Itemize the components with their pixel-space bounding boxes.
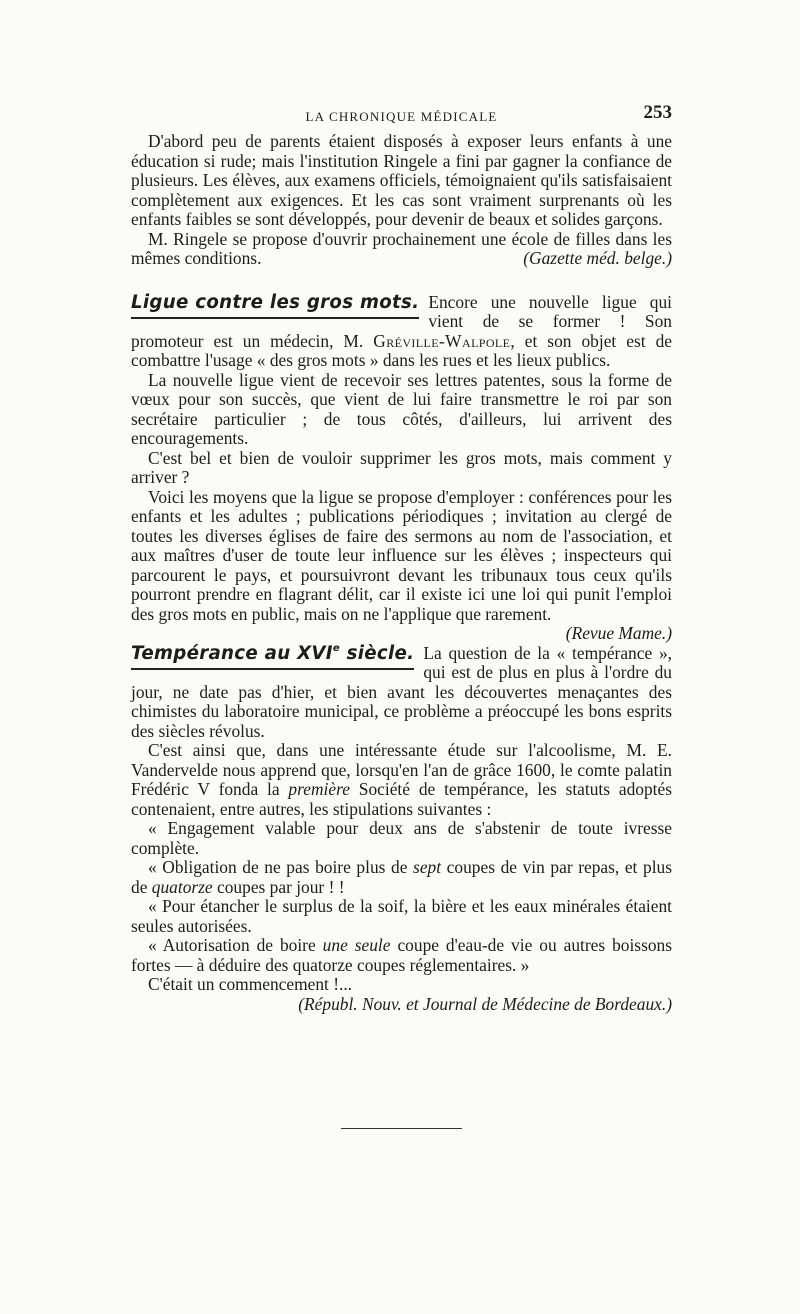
paragraph: C'est bel et bien de vouloir supprimer les gros mots, mais comment y arriver ? <box>131 447 672 487</box>
paragraph <box>131 132 672 230</box>
quote: « Engagement valable pour deux ans de s'abstenir de toute ivresse complète. <box>131 818 672 858</box>
paragraph: La nouvelle ligue vient de recevoir ses lettres patentes, sous la forme de vœux pour son succès, que vient de lui faire transmettre le roi par son secrétaire particulier ; de tous côtés, d'ailleurs, lui arrivent des encouragements. <box>131 369 672 448</box>
source-citation: (Revue Mame.) <box>565 623 672 643</box>
paragraph-text: D'abord peu de parents étaient disposés à exposer leurs enfants à une éducation si rude; mais l'institution Ringele a fini par gagner la confiance de plusieurs. Les élèves, aux examens officiels, témoignaient qu'ils satisfaisaient complètement aux exigences. Et les cas sont vraiment surprenants où les enfants faibles se sont développés, pour devenir de beaux et solides garçons. <box>131 131 672 229</box>
intro-text: , et son objet est de combattre l'usage « des gros mots » dans les rues et les lieux publics. <box>131 330 672 370</box>
article-intro <box>131 132 672 269</box>
paragraph <box>131 741 672 819</box>
quote: « Pour étancher le surplus de la soif, la bière et les eaux minérales étaient seules autorisées. <box>131 896 672 936</box>
page-number: 253 <box>643 102 672 123</box>
quote-text: coupes par jour ! ! <box>217 876 345 897</box>
heading-superscript: e <box>332 642 340 654</box>
emphasis: première <box>288 779 350 799</box>
quote-text: coupe d'eau-de vie ou autres boissons fortes — à déduire des quatorze coupes réglementaires. » <box>131 935 672 975</box>
page <box>131 102 672 1014</box>
end-rule <box>341 1128 462 1129</box>
source-citation: (Gazette méd. belge.) <box>523 248 672 268</box>
section-ligue <box>131 291 672 643</box>
heading-text: siècle. <box>339 642 415 664</box>
person-name: Gréville-Walpole <box>373 330 511 351</box>
emphasis: quatorze <box>151 876 213 897</box>
emphasis: une seule <box>322 935 391 955</box>
emphasis: sept <box>413 857 442 877</box>
running-title: LA CHRONIQUE MÉDICALE <box>305 109 498 124</box>
section-intro: La question de la « tempérance », qui est de plus en plus à l'ordre du jour, ne date pas d'hier, et bien avant les découvertes menaçantes des chimistes du laboratoire municipal, ce problème a préoccupé les bons esprits des siècles révolus. <box>131 642 672 741</box>
section-heading <box>131 644 414 671</box>
paragraph-text: Voici les moyens que la ligue se propose d'employer : conférences pour les enfants et les adultes ; publications périodiques ; invitation au clergé de toutes les diverses églises de faire des sermons au nom de l'association, et aux maîtres d'user de toute leur influence sur les élèves ; inspecteurs qui parcourent le pays, et poursuivront devant les tribunaux tous ceux qu'ils pourront prendre en flagrant délit, car il existe ici une loi qui punit l'emploi des gros mots en public, mais on ne l'applique que rarement. <box>131 486 672 624</box>
section-heading: Ligue contre les gros mots. <box>131 293 419 320</box>
section-temperance <box>131 644 672 1015</box>
quote-text: coupes de vin par repas, et plus de <box>131 857 672 897</box>
page-header <box>131 102 672 132</box>
paragraph-text: Société de tempérance, les statuts adoptés contenaient, entre autres, les stipulations suivantes : <box>131 779 672 819</box>
intro-text: Encore une nouvelle ligue qui vient de se former ! Son promoteur est un médecin, M. <box>131 291 672 351</box>
paragraph-text: C'est ainsi que, dans une intéressante étude sur l'alcoolisme, M. E. Vandervelde nous apprend que, lorsqu'en l'an de grâce 1600, le comte palatin Frédéric V fonda la <box>131 740 672 799</box>
paragraph-text: M. Ringele se propose d'ouvrir prochainement une école de filles dans les mêmes conditions. <box>131 228 672 268</box>
quote-text: « Autorisation de boire <box>148 935 316 955</box>
paragraph: C'était un commencement !... <box>148 974 353 994</box>
source-citation: (Républ. Nouv. et Journal de Médecine de Bordeaux.) <box>298 993 672 1014</box>
paragraph <box>131 486 672 643</box>
quote <box>131 936 672 975</box>
paragraph <box>131 230 672 269</box>
heading-text: Tempérance au XVI <box>131 642 333 664</box>
quote <box>131 858 672 897</box>
quote-text: « Obligation de ne pas boire plus de <box>148 857 408 877</box>
